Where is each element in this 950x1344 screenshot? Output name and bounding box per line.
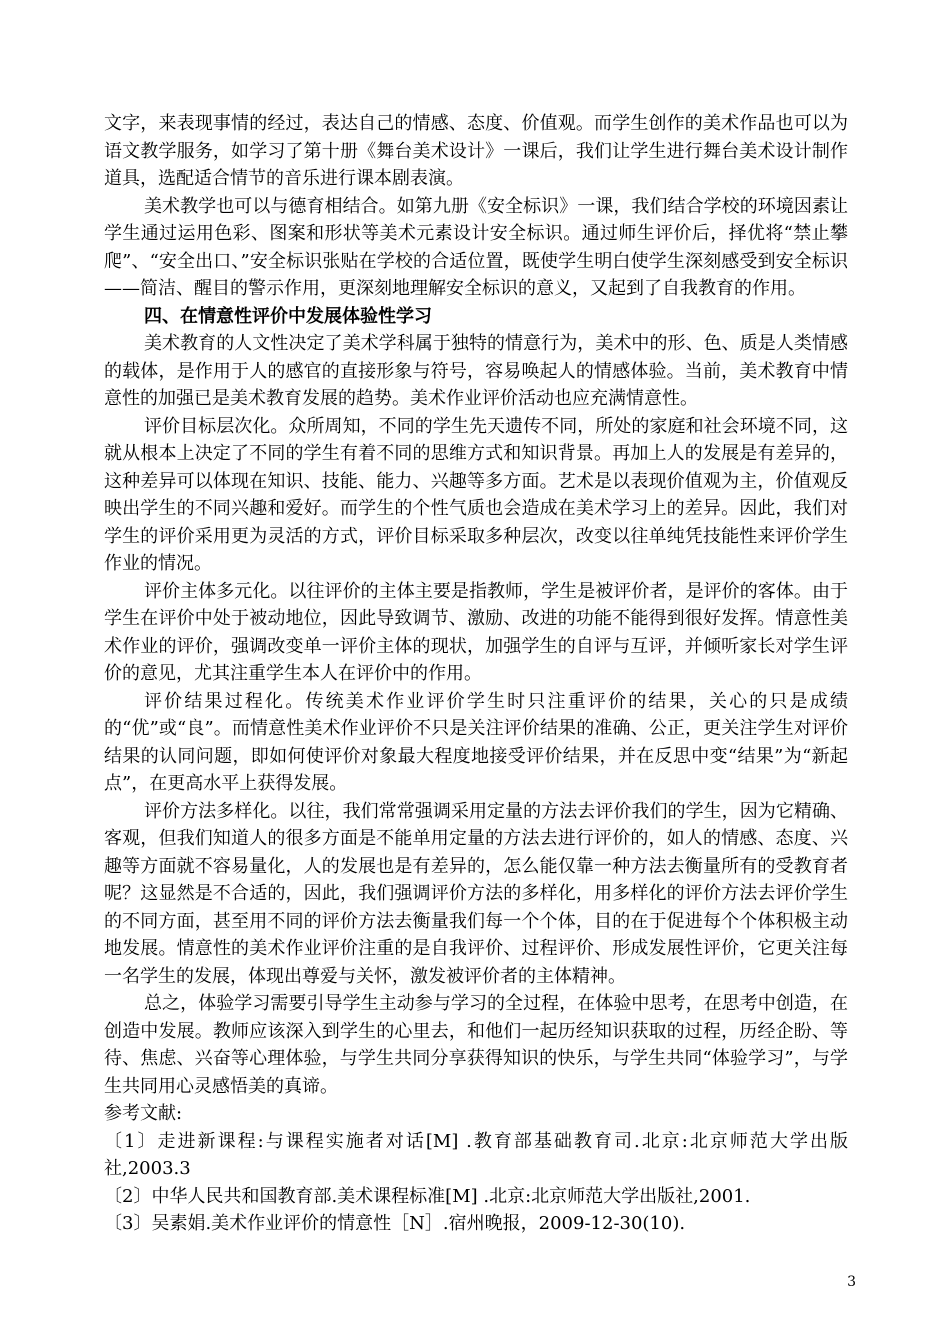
page-number: 3 — [847, 1274, 856, 1290]
document-page — [104, 110, 848, 1238]
paragraph: 评价方法多样化。以往，我们常常强调采用定量的方法去评价我们的学生，因为它精确、客观，但我们知道人的很多方面是不能单用定量的方法去进行评价的，如人的情感、态度、兴趣等方面就不容易量化，人的发展也是有差异的，怎么能仅靠一种方法去衡量所有的受教育者呢？这显然是不合适的，因此，我们强调评价方法的多样化，用多样化的评价方法去评价学生的不同方面，甚至用不同的评价方法去衡量我们每一个个体，目的在于促进每个个体积极主动地发展。情意性的美术作业评价注重的是自我评价、过程评价、形成发展性评价，它更关注每一名学生的发展，体现出尊爱与关怀，激发被评价者的主体精神。 — [104, 800, 848, 987]
reference-item: 〔1〕走进新课程:与课程实施者对话[M] .教育部基础教育司.北京:北京师范大学出版社,2003.3 — [104, 1130, 848, 1179]
section-heading: 四、在情意性评价中发展体验性学习 — [144, 305, 432, 327]
paragraph: 文字，来表现事情的经过，表达自己的情感、态度、价值观。而学生创作的美术作品也可以为语文教学服务，如学习了第十册《舞台美术设计》一课后，我们让学生进行舞台美术设计制作道具，选配适合情节的音乐进行课本剧表演。 — [104, 113, 848, 189]
reference-item: 〔2〕中华人民共和国教育部.美术课程标准[M] .北京:北京师范大学出版社,2001. — [104, 1185, 751, 1207]
references-title: 参考文献: — [104, 1103, 183, 1124]
paragraph: 总之，体验学习需要引导学生主动参与学习的全过程，在体验中思考，在思考中创造，在创造中发展。教师应该深入到学生的心里去，和他们一起历经知识获取的过程，历经企盼、等待、焦虑、兴奋等心理体验，与学生共同分享获得知识的快乐，与学生共同“体验学习”，与学生共同用心灵感悟美的真谛。 — [104, 993, 848, 1097]
paragraph: 评价结果过程化。传统美术作业评价学生时只注重评价的结果，关心的只是成绩的“优”或“良”。而情意性美术作业评价不只是关注评价结果的准确、公正，更关注学生对评价结果的认同问题，即如何使评价对象最大程度地接受评价结果，并在反思中变“结果”为“新起点”，在更高水平上获得发展。 — [104, 690, 848, 794]
paragraph: 评价目标层次化。众所周知，不同的学生先天遗传不同，所处的家庭和社会环境不同，这就从根本上决定了不同的学生有着不同的思维方式和知识背景。再加上人的发展是有差异的，这种差异可以体现在知识、技能、能力、兴趣等多方面。艺术是以表现价值观为主，价值观反映出学生的不同兴趣和爱好。而学生的个性气质也会造成在美术学习上的差异。因此，我们对学生的评价采用更为灵活的方式，评价目标采取多种层次，改变以往单纯凭技能性来评价学生作业的情况。 — [104, 415, 848, 574]
reference-item: 〔3〕吴素娟.美术作业评价的情意性［N］.宿州晚报，2009-12-30(10). — [104, 1213, 686, 1234]
paragraph: 美术教育的人文性决定了美术学科属于独特的情意行为，美术中的形、色、质是人类情感的载体，是作用于人的感官的直接形象与符号，容易唤起人的情感体验。当前，美术教育中情意性的加强已是美术教育发展的趋势。美术作业评价活动也应充满情意性。 — [104, 333, 848, 409]
paragraph: 评价主体多元化。以往评价的主体主要是指教师，学生是被评价者，是评价的客体。由于学生在评价中处于被动地位，因此导致调节、激励、改进的功能不能得到很好发挥。情意性美术作业的评价，强调改变单一评价主体的现状，加强学生的自评与互评，并倾听家长对学生评价的意见，尤其注重学生本人在评价中的作用。 — [104, 580, 848, 684]
paragraph: 美术教学也可以与德育相结合。如第九册《安全标识》一课，我们结合学校的环境因素让学生通过运用色彩、图案和形状等美术元素设计安全标识。通过师生评价后，择优将“禁止攀爬”、“安全出口、”安全标识张贴在学校的合适位置，既使学生明白使学生深刻感受到安全标识——简洁、醒目的警示作用，更深刻地理解安全标识的意义，又起到了自我教育的作用。 — [104, 195, 848, 299]
